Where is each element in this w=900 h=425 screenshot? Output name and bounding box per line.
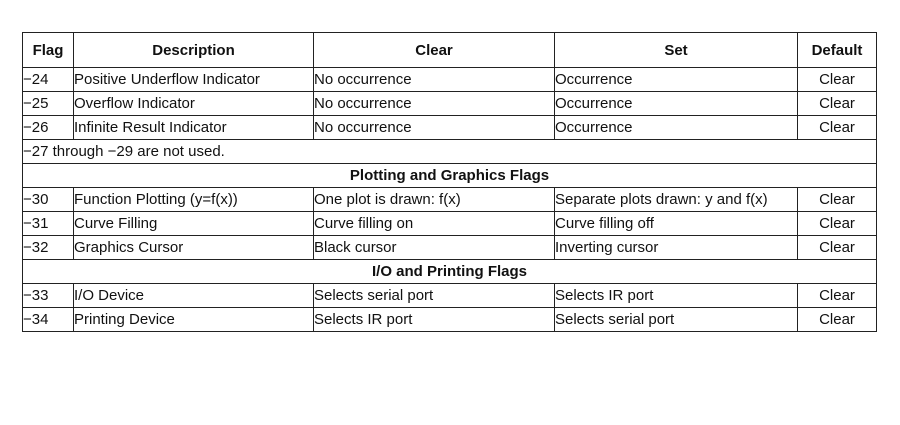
table-row <box>23 188 877 212</box>
flag-default: Clear <box>798 188 877 212</box>
flag-clear-meaning: Selects serial port <box>314 284 555 308</box>
table-row <box>23 92 877 116</box>
table-row <box>23 116 877 140</box>
flag-number: −34 <box>23 308 74 332</box>
flag-description: Positive Underflow Indicator <box>74 68 314 92</box>
flag-number: −33 <box>23 284 74 308</box>
flag-set-meaning: Inverting cursor <box>555 236 798 260</box>
table-row <box>23 212 877 236</box>
flag-default: Clear <box>798 92 877 116</box>
flag-description: Infinite Result Indicator <box>74 116 314 140</box>
flag-set-meaning: Selects IR port <box>555 284 798 308</box>
flag-default: Clear <box>798 308 877 332</box>
flag-default: Clear <box>798 236 877 260</box>
flag-default: Clear <box>798 116 877 140</box>
header-default: Default <box>798 33 877 68</box>
flag-default: Clear <box>798 212 877 236</box>
flag-number: −30 <box>23 188 74 212</box>
flag-clear-meaning: No occurrence <box>314 68 555 92</box>
unused-flags-note: −27 through −29 are not used. <box>23 140 877 164</box>
table-row <box>23 284 877 308</box>
flag-set-meaning: Occurrence <box>555 92 798 116</box>
section-row <box>23 260 877 284</box>
note-row <box>23 140 877 164</box>
header-set: Set <box>555 33 798 68</box>
table-row <box>23 236 877 260</box>
flag-number: −26 <box>23 116 74 140</box>
flag-clear-meaning: No occurrence <box>314 116 555 140</box>
system-flags-table <box>22 32 877 332</box>
flag-set-meaning: Occurrence <box>555 68 798 92</box>
flag-description: Overflow Indicator <box>74 92 314 116</box>
flag-clear-meaning: No occurrence <box>314 92 555 116</box>
flag-clear-meaning: Black cursor <box>314 236 555 260</box>
flag-set-meaning: Selects serial port <box>555 308 798 332</box>
flag-clear-meaning: Curve filling on <box>314 212 555 236</box>
section-row <box>23 164 877 188</box>
flag-number: −32 <box>23 236 74 260</box>
flag-set-meaning: Curve filling off <box>555 212 798 236</box>
flag-number: −31 <box>23 212 74 236</box>
header-row <box>23 33 877 68</box>
header-description: Description <box>74 33 314 68</box>
flag-default: Clear <box>798 284 877 308</box>
flag-clear-meaning: One plot is drawn: f(x) <box>314 188 555 212</box>
flag-clear-meaning: Selects IR port <box>314 308 555 332</box>
flag-default: Clear <box>798 68 877 92</box>
flag-description: Function Plotting (y=f(x)) <box>74 188 314 212</box>
header-clear: Clear <box>314 33 555 68</box>
flag-set-meaning: Separate plots drawn: y and f(x) <box>555 188 798 212</box>
flag-set-meaning: Occurrence <box>555 116 798 140</box>
header-flag: Flag <box>23 33 74 68</box>
section-heading-plotting: Plotting and Graphics Flags <box>23 164 877 188</box>
flag-description: Curve Filling <box>74 212 314 236</box>
flag-description: Printing Device <box>74 308 314 332</box>
flag-number: −24 <box>23 68 74 92</box>
table-row <box>23 308 877 332</box>
table-row <box>23 68 877 92</box>
section-heading-io: I/O and Printing Flags <box>23 260 877 284</box>
flag-description: I/O Device <box>74 284 314 308</box>
flag-number: −25 <box>23 92 74 116</box>
flag-description: Graphics Cursor <box>74 236 314 260</box>
